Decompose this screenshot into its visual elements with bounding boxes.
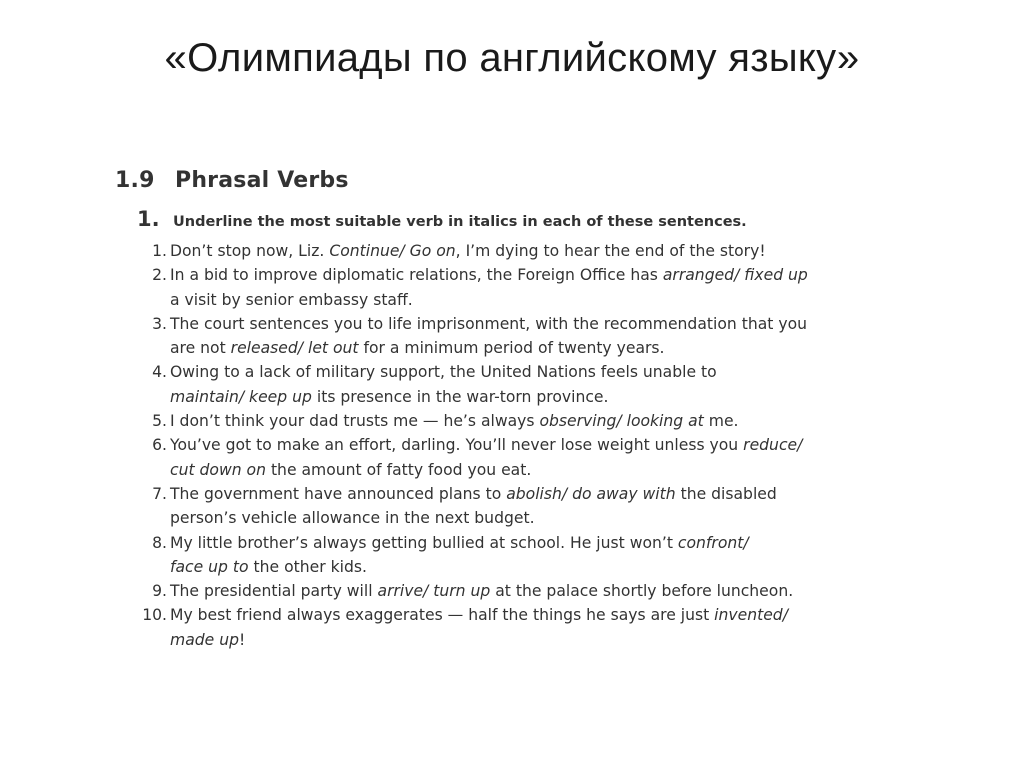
item-number: 5. bbox=[152, 412, 167, 431]
sentence-fragment: You’ve got to make an effort, darling. You’ll never lose weight unless you bbox=[170, 436, 744, 455]
slide-title: «Олимпиады по английскому языку» bbox=[164, 36, 860, 80]
item-text bbox=[170, 263, 900, 312]
item-number: 6. bbox=[152, 436, 167, 455]
item-text bbox=[170, 433, 900, 482]
section-title: Phrasal Verbs bbox=[175, 168, 349, 193]
item-text bbox=[170, 409, 900, 433]
verb-option: confront/ bbox=[677, 533, 749, 552]
verb-option: maintain/ keep up bbox=[170, 387, 312, 406]
item-text bbox=[170, 239, 900, 263]
sentence-fragment: The government have announced plans to bbox=[170, 484, 507, 503]
list-item bbox=[115, 482, 905, 531]
sentence-fragment: me. bbox=[703, 412, 739, 431]
sentence-fragment: for a minimum period of twenty years. bbox=[358, 339, 665, 358]
sentence-fragment: the disabled bbox=[675, 484, 777, 503]
list-item bbox=[115, 531, 905, 580]
sentence-list bbox=[115, 239, 905, 652]
verb-option: arranged/ fixed up bbox=[662, 266, 808, 285]
list-item bbox=[115, 312, 905, 361]
item-text bbox=[170, 603, 900, 652]
sentence-fragment: Don’t stop now, Liz. bbox=[170, 242, 330, 260]
item-text bbox=[170, 360, 900, 409]
list-item bbox=[115, 433, 905, 482]
sentence-fragment: at the palace shortly before luncheon. bbox=[490, 582, 794, 601]
verb-option: face up to bbox=[170, 557, 249, 576]
verb-option: released/ let out bbox=[230, 339, 359, 358]
document-page bbox=[115, 168, 905, 652]
sentence-fragment: In a bid to improve diplomatic relations, the Foreign Office has bbox=[170, 266, 663, 285]
verb-option: Continue/ Go on bbox=[329, 242, 456, 260]
exercise-number: 1. bbox=[137, 207, 160, 231]
section-number: 1.9 bbox=[115, 168, 155, 193]
sentence-fragment: ! bbox=[238, 630, 246, 649]
list-item bbox=[115, 239, 905, 263]
verb-option: observing/ looking at bbox=[539, 412, 704, 431]
verb-option: cut down on bbox=[170, 460, 266, 479]
sentence-fragment: My best friend always exaggerates — half the things he says are just bbox=[170, 606, 715, 625]
sentence-fragment: Owing to a lack of military support, the United Nations feels unable to bbox=[170, 363, 717, 382]
sentence-fragment: My little brother’s always getting bullied at school. He just won’t bbox=[170, 533, 678, 552]
verb-option: abolish/ do away with bbox=[506, 484, 676, 503]
sentence-fragment: the other kids. bbox=[248, 557, 367, 576]
sentence-fragment: are not bbox=[170, 339, 231, 358]
list-item bbox=[115, 579, 905, 603]
item-text bbox=[170, 312, 900, 361]
sentence-fragment: The presidential party will bbox=[170, 582, 378, 601]
verb-option: made up bbox=[170, 630, 239, 649]
item-text bbox=[170, 482, 900, 531]
sentence-fragment: the amount of fatty food you eat. bbox=[265, 460, 532, 479]
item-number: 3. bbox=[152, 314, 167, 333]
exercise-header bbox=[137, 207, 905, 231]
verb-option: invented/ bbox=[714, 606, 788, 625]
verb-option: arrive/ turn up bbox=[377, 582, 491, 601]
item-number: 7. bbox=[152, 484, 167, 503]
sentence-fragment: , I’m dying to hear the end of the story! bbox=[455, 242, 766, 260]
verb-option: reduce/ bbox=[743, 436, 803, 455]
list-item bbox=[115, 603, 905, 652]
section-heading bbox=[115, 168, 905, 193]
item-number: 2. bbox=[152, 266, 167, 285]
item-number: 9. bbox=[152, 582, 167, 601]
list-item bbox=[115, 360, 905, 409]
list-item bbox=[115, 263, 905, 312]
list-item bbox=[115, 409, 905, 433]
sentence-fragment: person’s vehicle allowance in the next budget. bbox=[170, 509, 535, 528]
item-number: 8. bbox=[152, 533, 167, 552]
item-text bbox=[170, 579, 900, 603]
item-number: 1. bbox=[152, 242, 167, 260]
item-number: 4. bbox=[152, 363, 167, 382]
item-text bbox=[170, 531, 900, 580]
sentence-fragment: The court sentences you to life imprisonment, with the recommendation that you bbox=[170, 314, 807, 333]
sentence-fragment: I don’t think your dad trusts me — he’s always bbox=[170, 412, 540, 431]
exercise-instruction: Underline the most suitable verb in italics in each of these sentences. bbox=[173, 214, 747, 230]
sentence-fragment: a visit by senior embassy staff. bbox=[170, 290, 413, 309]
sentence-fragment: its presence in the war-torn province. bbox=[311, 387, 609, 406]
item-number: 10. bbox=[142, 606, 167, 625]
